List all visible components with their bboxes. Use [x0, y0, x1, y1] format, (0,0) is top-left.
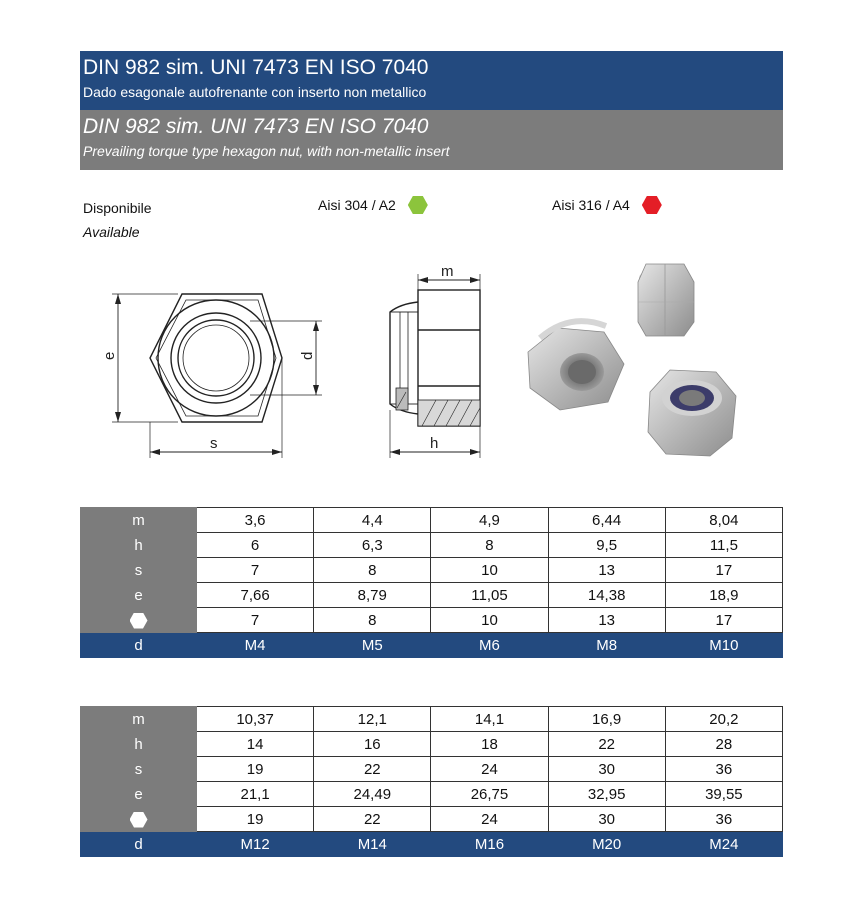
hex-key-icon: [130, 613, 148, 629]
cell: 14,38: [548, 583, 665, 608]
table-row: [81, 608, 783, 633]
cell: 12,1: [314, 707, 431, 732]
table-row: [81, 732, 783, 757]
dim-label-d: d: [299, 351, 316, 360]
cell: 6: [197, 533, 314, 558]
cell: M8: [548, 633, 665, 658]
row-label-key: [81, 807, 197, 832]
nut-product-photo: [510, 260, 750, 460]
material-a2-label: Aisi 304 / A2: [318, 197, 396, 213]
cell: 22: [314, 807, 431, 832]
table-row: [81, 583, 783, 608]
cell: M5: [314, 633, 431, 658]
nut-left: [528, 321, 624, 410]
nut-top: [638, 264, 694, 336]
cell: 22: [548, 732, 665, 757]
red-hexagon-icon: [642, 196, 662, 214]
availability-label-it: Disponibile: [83, 200, 152, 216]
spec-table-2: [80, 706, 783, 857]
cell: 19: [197, 757, 314, 782]
row-label-key: [81, 608, 197, 633]
dim-label-h: h: [430, 435, 439, 452]
cell: M16: [431, 832, 548, 857]
cell: M6: [431, 633, 548, 658]
cell: M4: [197, 633, 314, 658]
table-row: [81, 707, 783, 732]
cell: 30: [548, 757, 665, 782]
cell: 8,04: [665, 508, 782, 533]
cell: 18,9: [665, 583, 782, 608]
nut-right: [648, 370, 736, 456]
green-hexagon-icon: [408, 196, 428, 214]
cell: 14: [197, 732, 314, 757]
cell: 10: [431, 608, 548, 633]
cell: 19: [197, 807, 314, 832]
cell: 39,55: [665, 782, 782, 807]
row-label-e: e: [81, 782, 197, 807]
title-italian: DIN 982 sim. UNI 7473 EN ISO 7040: [83, 56, 429, 79]
table-row: [81, 782, 783, 807]
row-label-d: d: [81, 633, 197, 658]
cell: 16: [314, 732, 431, 757]
cell: 21,1: [197, 782, 314, 807]
material-a2: [318, 196, 428, 214]
table-row-d: [81, 633, 783, 658]
row-label-d: d: [81, 832, 197, 857]
cell: 26,75: [431, 782, 548, 807]
cell: 32,95: [548, 782, 665, 807]
dim-label-s: s: [210, 435, 218, 452]
material-a4-label: Aisi 316 / A4: [552, 197, 630, 213]
table-row: [81, 533, 783, 558]
cell: 36: [665, 757, 782, 782]
subtitle-english: Prevailing torque type hexagon nut, with non-metallic insert: [83, 143, 450, 159]
cell: 28: [665, 732, 782, 757]
cell: 13: [548, 608, 665, 633]
cell: 10,37: [197, 707, 314, 732]
cell: 3,6: [197, 508, 314, 533]
cell: 17: [665, 608, 782, 633]
row-label-s: s: [81, 558, 197, 583]
material-a4: [552, 196, 662, 214]
cell: 24: [431, 757, 548, 782]
cell: 11,5: [665, 533, 782, 558]
cell: 7,66: [197, 583, 314, 608]
cell: M12: [197, 832, 314, 857]
cell: 7: [197, 558, 314, 583]
technical-drawing: [100, 260, 500, 460]
subtitle-italian: Dado esagonale autofrenante con inserto non metallico: [83, 84, 427, 100]
cell: 16,9: [548, 707, 665, 732]
cell: 8: [431, 533, 548, 558]
cell: 18: [431, 732, 548, 757]
cell: 30: [548, 807, 665, 832]
table-row-d: [81, 832, 783, 857]
row-label-m: m: [81, 707, 197, 732]
table-row: [81, 757, 783, 782]
cell: 9,5: [548, 533, 665, 558]
cell: 24: [431, 807, 548, 832]
cell: M10: [665, 633, 782, 658]
hex-key-icon: [130, 812, 148, 828]
cell: M24: [665, 832, 782, 857]
cell: 24,49: [314, 782, 431, 807]
availability-label: [83, 196, 151, 244]
cell: 11,05: [431, 583, 548, 608]
cell: 14,1: [431, 707, 548, 732]
cell: 13: [548, 558, 665, 583]
availability-label-en: Available: [83, 224, 140, 240]
cell: 6,3: [314, 533, 431, 558]
cell: 4,9: [431, 508, 548, 533]
table-row: [81, 807, 783, 832]
table-row: [81, 558, 783, 583]
header-italian: [80, 51, 783, 110]
dim-label-e: e: [101, 351, 118, 360]
cell: 6,44: [548, 508, 665, 533]
spec-table-1: [80, 507, 783, 658]
title-english: DIN 982 sim. UNI 7473 EN ISO 7040: [83, 115, 429, 138]
header-english: [80, 110, 783, 170]
row-label-s: s: [81, 757, 197, 782]
row-label-e: e: [81, 583, 197, 608]
cell: 17: [665, 558, 782, 583]
cell: 8: [314, 608, 431, 633]
cell: M14: [314, 832, 431, 857]
cell: 8: [314, 558, 431, 583]
cell: M20: [548, 832, 665, 857]
cell: 7: [197, 608, 314, 633]
cell: 10: [431, 558, 548, 583]
cell: 8,79: [314, 583, 431, 608]
cell: 4,4: [314, 508, 431, 533]
row-label-h: h: [81, 533, 197, 558]
cell: 22: [314, 757, 431, 782]
table-row: [81, 508, 783, 533]
row-label-m: m: [81, 508, 197, 533]
dim-label-m: m: [441, 263, 454, 280]
cell: 20,2: [665, 707, 782, 732]
cell: 36: [665, 807, 782, 832]
row-label-h: h: [81, 732, 197, 757]
